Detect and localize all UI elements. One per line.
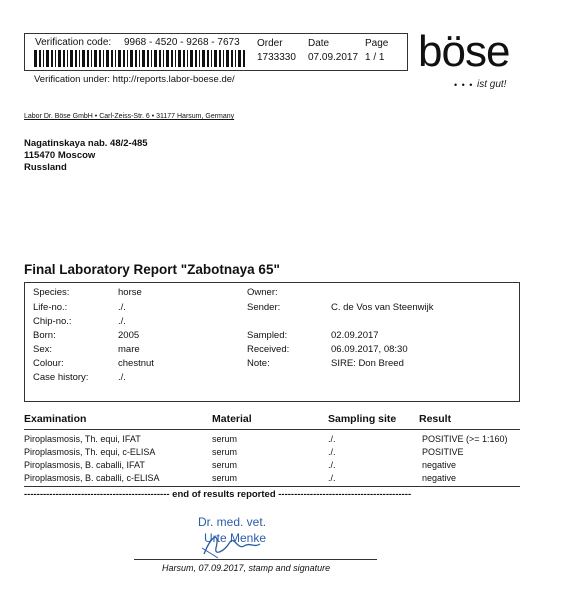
table-row	[24, 434, 520, 446]
table-footer-divider	[24, 486, 520, 487]
species-value: horse	[118, 287, 142, 298]
signature-line	[134, 559, 377, 560]
verification-box	[24, 33, 408, 71]
signature-caption: Harsum, 07.09.2017, stamp and signature	[162, 563, 331, 573]
chip-no-value: ./.	[118, 316, 126, 327]
row-site: ./.	[328, 434, 336, 444]
page-value: 1 / 1	[365, 52, 385, 63]
address-line-3: Russland	[24, 162, 67, 173]
row-examination: Piroplasmosis, B. caballi, c-ELISA	[24, 473, 160, 483]
row-site: ./.	[328, 460, 336, 470]
sampled-label: Sampled:	[247, 330, 288, 341]
row-site: ./.	[328, 473, 336, 483]
address-line-1: Nagatinskaya nab. 48/2-485	[24, 138, 148, 149]
note-value: SIRE: Don Breed	[331, 358, 404, 369]
case-history-label: Case history:	[33, 372, 89, 383]
lab-sender-line: Labor Dr. Böse GmbH • Carl-Zeiss-Str. 6 • 31177 Harsum, Germany	[24, 113, 235, 120]
animal-info-box	[24, 282, 520, 402]
logo-wordmark: böse	[418, 27, 510, 76]
life-no-label: Life-no.:	[33, 302, 68, 313]
col-header-result: Result	[419, 413, 452, 425]
species-label: Species:	[33, 287, 70, 298]
sex-value: mare	[118, 344, 140, 355]
row-examination: Piroplasmosis, B. caballi, IFAT	[24, 460, 145, 470]
table-row	[24, 473, 520, 485]
report-title: Final Laboratory Report "Zabotnaya 65"	[24, 262, 280, 277]
life-no-value: ./.	[118, 302, 126, 313]
row-result: negative	[422, 460, 457, 470]
sender-label: Sender:	[247, 302, 281, 313]
signature-title: Dr. med. vet.	[198, 515, 267, 529]
chip-no-label: Chip-no.:	[33, 316, 72, 327]
verification-code: 9968 - 4520 - 9268 - 7673	[124, 37, 240, 48]
order-value: 1733330	[257, 52, 296, 63]
date-label: Date	[308, 38, 330, 49]
table-header-divider	[24, 429, 520, 430]
row-material: serum	[212, 434, 238, 444]
table-row	[24, 460, 520, 472]
received-value: 06.09.2017, 08:30	[331, 344, 408, 355]
date-value: 07.09.2017	[308, 52, 359, 63]
order-label: Order	[257, 38, 283, 49]
row-examination: Piroplasmosis, Th. equi, c-ELISA	[24, 447, 156, 457]
col-header-material: Material	[212, 413, 252, 425]
logo-dots: • • •	[454, 80, 474, 90]
case-history-value: ./.	[118, 372, 126, 383]
end-of-results-line: ---------------------------------------------- end of results reported ------------------------------------------	[24, 489, 412, 500]
handwritten-signature-icon	[198, 528, 268, 560]
born-value: 2005	[118, 330, 140, 341]
recipient-address	[24, 138, 148, 174]
row-result: negative	[422, 473, 457, 483]
sampled-value: 02.09.2017	[331, 330, 379, 341]
colour-label: Colour:	[33, 358, 64, 369]
verification-code-label: Verification code:	[35, 37, 112, 48]
address-line-2: 115470 Moscow	[24, 150, 96, 161]
signature-person: Urte Menke	[204, 531, 267, 545]
row-site: ./.	[328, 447, 336, 457]
barcode-icon	[34, 50, 247, 67]
row-examination: Piroplasmosis, Th. equi, IFAT	[24, 434, 141, 444]
col-header-site: Sampling site	[328, 413, 397, 425]
sender-value: C. de Vos van Steenwijk	[331, 302, 434, 313]
row-material: serum	[212, 447, 238, 457]
colour-value: chestnut	[118, 358, 154, 369]
row-material: serum	[212, 460, 238, 470]
row-result: POSITIVE (>= 1:160)	[422, 434, 508, 444]
sex-label: Sex:	[33, 344, 53, 355]
born-label: Born:	[33, 330, 56, 341]
col-header-examination: Examination	[24, 413, 87, 425]
received-label: Received:	[247, 344, 290, 355]
note-label: Note:	[247, 358, 270, 369]
boese-logo	[418, 28, 518, 94]
row-result: POSITIVE	[422, 447, 464, 457]
order-column	[257, 37, 296, 64]
logo-slogan: ist gut!	[477, 79, 507, 90]
page-label: Page	[365, 38, 389, 49]
table-row	[24, 447, 520, 459]
date-column	[308, 37, 358, 64]
owner-label: Owner:	[247, 287, 278, 298]
page-column	[365, 37, 388, 64]
row-material: serum	[212, 473, 238, 483]
verification-url[interactable]: Verification under: http://reports.labor-boese.de/	[34, 74, 235, 85]
